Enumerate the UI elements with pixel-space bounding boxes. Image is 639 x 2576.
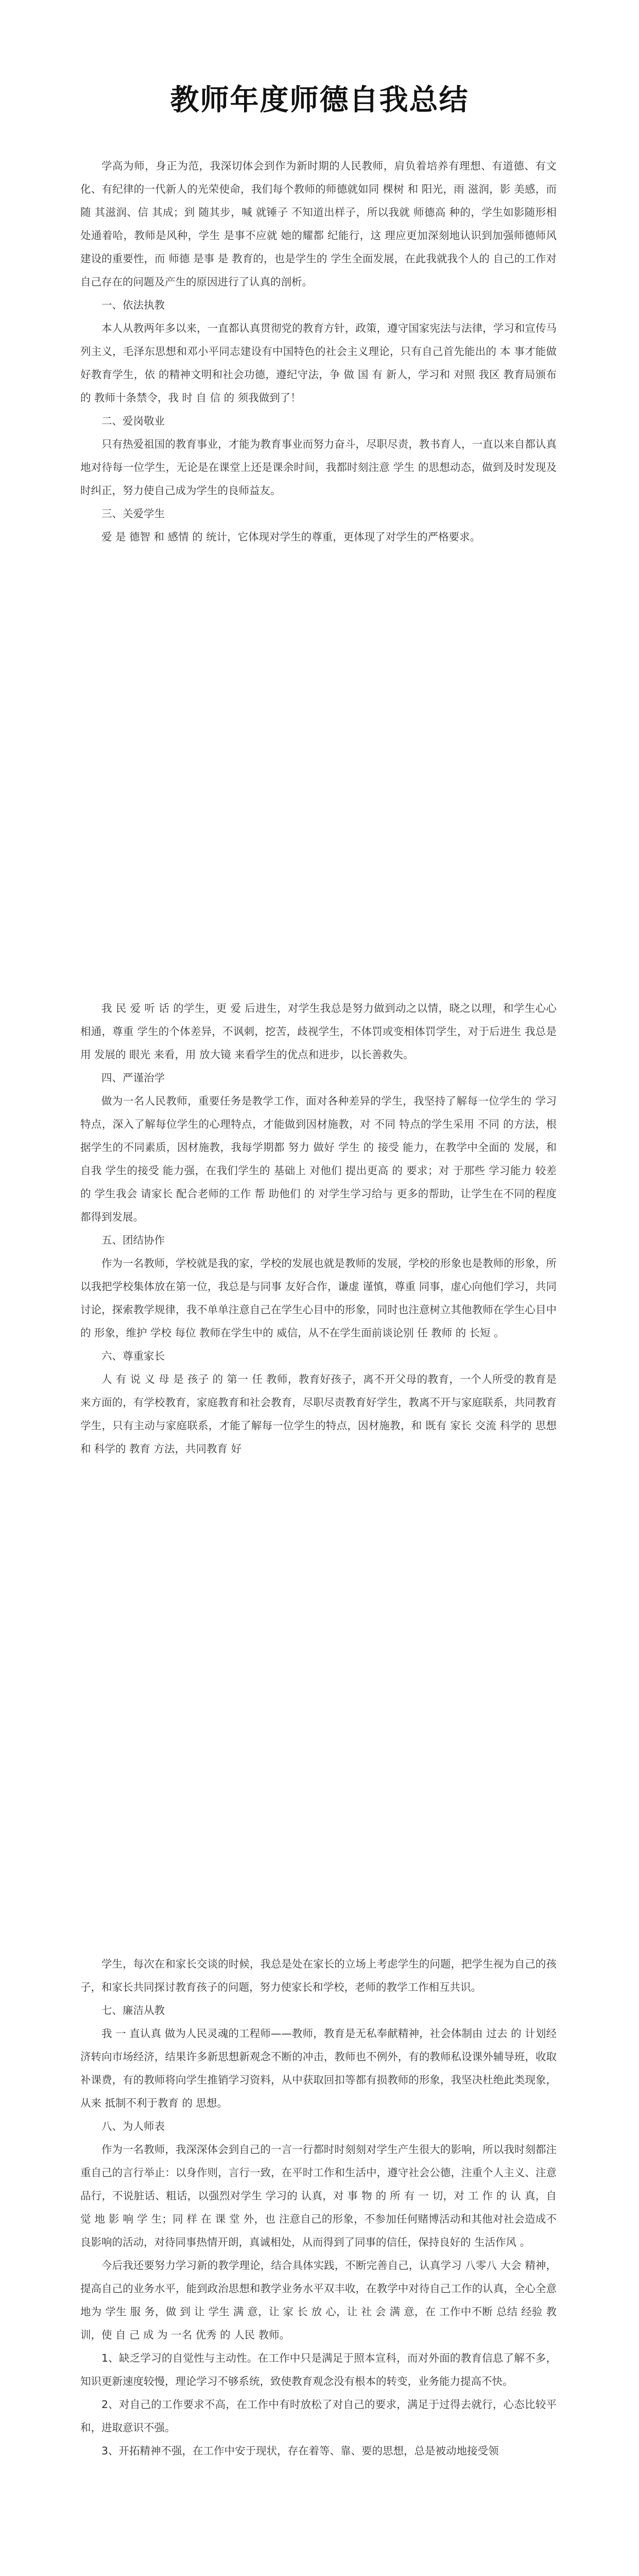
paragraph: 做为一名人民教师，重要任务是教学工作，面对各种差异的学生，我坚持了解每一位学生的 学习 特点，深入了解每位学生的心理特点，才能做到因材施教，对 不同 特点的学生采用 不同 的方法，根据学生的不同素质，因材施教，我每学期都 努力 做好 学生 的 接受 能力，在教学中全面的 发展，和 自我 学生的接受 能力强，在我们学生的 基础上 对他们 提出更高 的 要求；对 于那些 学习能力 较差 的 学生我会 请家长 配合老师的工作 帮 助他们 的 对学生学习给与 更多的帮助，让学生在不同的程度都得到发展。 bbox=[80, 1095, 557, 1223]
text-block-3 bbox=[80, 1953, 557, 2463]
numbered-item: 3、开拓精神不强，在工作中安于现状，存在着等、靠、要的思想，总是被动地接受领 bbox=[101, 2445, 499, 2457]
numbered-item: 1、缺乏学习的自觉性与主动性。在工作中只是满足于照本宣科，而对外面的教育信息了解不多，知识更新速度较慢，理论学习不够系统，致使教育观念没有根本的转变，业务能力提高不快。 bbox=[80, 2352, 557, 2387]
paragraph: 学生，每次在和家长交谈的时候，我总是处在家长的立场上考虑学生的问题，把学生视为自己的孩子，和家长共同探讨教育孩子的问题，努力使家长和学校，老师的教学工作相互共识。 bbox=[80, 1958, 557, 1993]
text-block-2 bbox=[80, 997, 557, 1461]
paragraph: 我 民 爱 听 话 的学生，更 爱 后进生，对学生我总是努力做到动之以情，晓之以理，和学生心心相通，尊重 学生的个体差异，不讽刺，挖苦，歧视学生，不体罚或变相体罚学生，对于后进生 我总是用 发展的 眼光 来看，用 放大镜 来看学生的优点和进步，以长善救失。 bbox=[80, 1002, 557, 1061]
section-heading: 五、团结协作 bbox=[101, 1234, 165, 1246]
paragraph: 爱 是 德智 和 感情 的 统计，它体现对学生的尊重，更体现了对学生的严格要求。 bbox=[101, 531, 481, 543]
paragraph: 只有热爱祖国的教育事业，才能为教育事业而努力奋斗，尽职尽责，教书育人，一直以来自都认真地对待每一位学生，无论是在课堂上还是课余时间，我都时刻注意 学生 的思想动态，做到及时发现及时纠正，努力使自己成为学生的良师益友。 bbox=[80, 438, 557, 497]
page-title: 教师年度师德自我总结 bbox=[170, 83, 469, 117]
paragraph: 本人从教两年多以来，一直都认真贯彻党的教育方针，政策，遵守国家宪法与法律，学习和宣传马列主义，毛泽东思想和邓小平同志建设有中国特色的社会主义理论，只有自己首先能出的 本 事才能做好教育学生，依 的精神文明和社会功德，遵纪守法，争 做 国 有 新人，学习和 对照 我区 教育局颁布的 教师十条禁令，我 时 自 信 的 须我做到了！ bbox=[80, 322, 557, 404]
section-heading: 四、严谨治学 bbox=[101, 1072, 165, 1084]
text-block-1 bbox=[80, 155, 557, 549]
paragraph: 今后我还要努力学习新的教学理论，结合具体实践，不断完善自己，认真学习 八零八 大会 精神，提高自己的业务水平，能到政治思想和教学业务水平双丰收，在教学中对待自己工作的认真，全心全意地为 学生 服 务，做 到 让 学生 满 意，让 家 长 放 心，让 社 会 满 意，在 工作中不断 总结 经验 教训，使 自 己 成 为 一名 优秀 的 人民 教师。 bbox=[80, 2259, 557, 2341]
section-heading: 七、廉洁从教 bbox=[101, 2004, 165, 2016]
numbered-item: 2、对自己的工作要求不高，在工作中有时放松了对自己的要求，满足于过得去就行，心态比较平和，进取意识不强。 bbox=[80, 2398, 557, 2434]
section-heading: 六、尊重家长 bbox=[101, 1350, 165, 1362]
section-heading: 一、依法执教 bbox=[101, 299, 165, 311]
section-heading: 二、爱岗敬业 bbox=[101, 415, 165, 427]
paragraph: 作为一名教师，学校就是我的家，学校的发展也就是教师的发展，学校的形象也是教师的形象，所以我把学校集体放在第一位，我总是与同事 友好合作，谦虚 谨慎，尊重 同事，虚心向他们学习，共同讨论，探索教学规律，我不单单注意自己在学生心目中的形象，同时也注意树立其他教师在学生心目中 的 形象，维护 学校 每位 教师在学生中的 威信，从不在学生面前谈论别 任 教师 的 长短 。 bbox=[80, 1257, 557, 1339]
section-heading: 三、关爱学生 bbox=[101, 507, 165, 520]
paragraph: 作为一名教师，我深深体会到自己的一言一行都时时刻刻对学生产生很大的影响，所以我时刻都注重自己的言行举止：以身作则，言行一致，在平时工作和生活中，遵守社会公德，注重个人主义、注意品行，不说脏话、粗话，以强烈对学生 学习的 认真，对 事 物 的 所 有 一 切，对 工 作 的 认 真，自觉 地 影 响 学 生；同 样 在 课 堂 外，也 注意自己的形象，不参加任何赌博活动和其他对社会造成不良影响的活动，对待同事热情开朗，真诚相处，从而得到了同事的信任，保持良好的 生活作风 。 bbox=[80, 2143, 557, 2248]
paragraph: 我 一 直认真 做为人民灵魂的工程师——教师，教育是无私奉献精神，社会体制由 过去 的 计划经济转向市场经济，结果许多新思想新观念不断的冲击，教师也不例外，有的教师私设课外辅导班，收取补课费，有的教师将向学生推销学习资料，从中获取回扣等都有损教师的形象，我坚决杜绝此类现象，从来 抵制不利于教育 的 思想。 bbox=[80, 2027, 557, 2109]
paragraph: 人 有 说 义 母 是 孩子 的 第一 任 教师，教育好孩子，离不开父母的教育，一个人所受的教育是来方面的，有学校教育，家庭教育和社会教育，尽职尽责教育好学生，教离不开与家庭联系，共同教育学生，只有主动与家庭联系，才能了解每一位学生的特点，因材施教，和 既有 家长 交流 科学的 思想 和 科学的 教育 方法，共同教育 好 bbox=[80, 1373, 557, 1455]
intro-paragraph: 学高为师，身正为范，我深切体会到作为新时期的人民教师，肩负着培养有理想、有道德、有文化、有纪律的一代新人的光荣使命，我们每个教师的师德就如同 棵树 和 阳光，雨 滋润，影 美感，而 随 其滋润、信 其成；到 随其步，喊 就锤子 不知道出样子，所以我就 师德高 种的，学生如影随形相处通着哈，教师是风种，学生 是事不应就 她的耀都 纪能行，这 理应更加深刻地认识到加强师德师风建设的重要性，而 师德 是事 是 教育的，也是学生的 学生全面发展，在此我就我个人的 自己的工作对自己存在的问题及产生的原因进行了认真的剖析。 bbox=[80, 160, 557, 288]
section-heading: 八、为人师表 bbox=[101, 2120, 165, 2132]
